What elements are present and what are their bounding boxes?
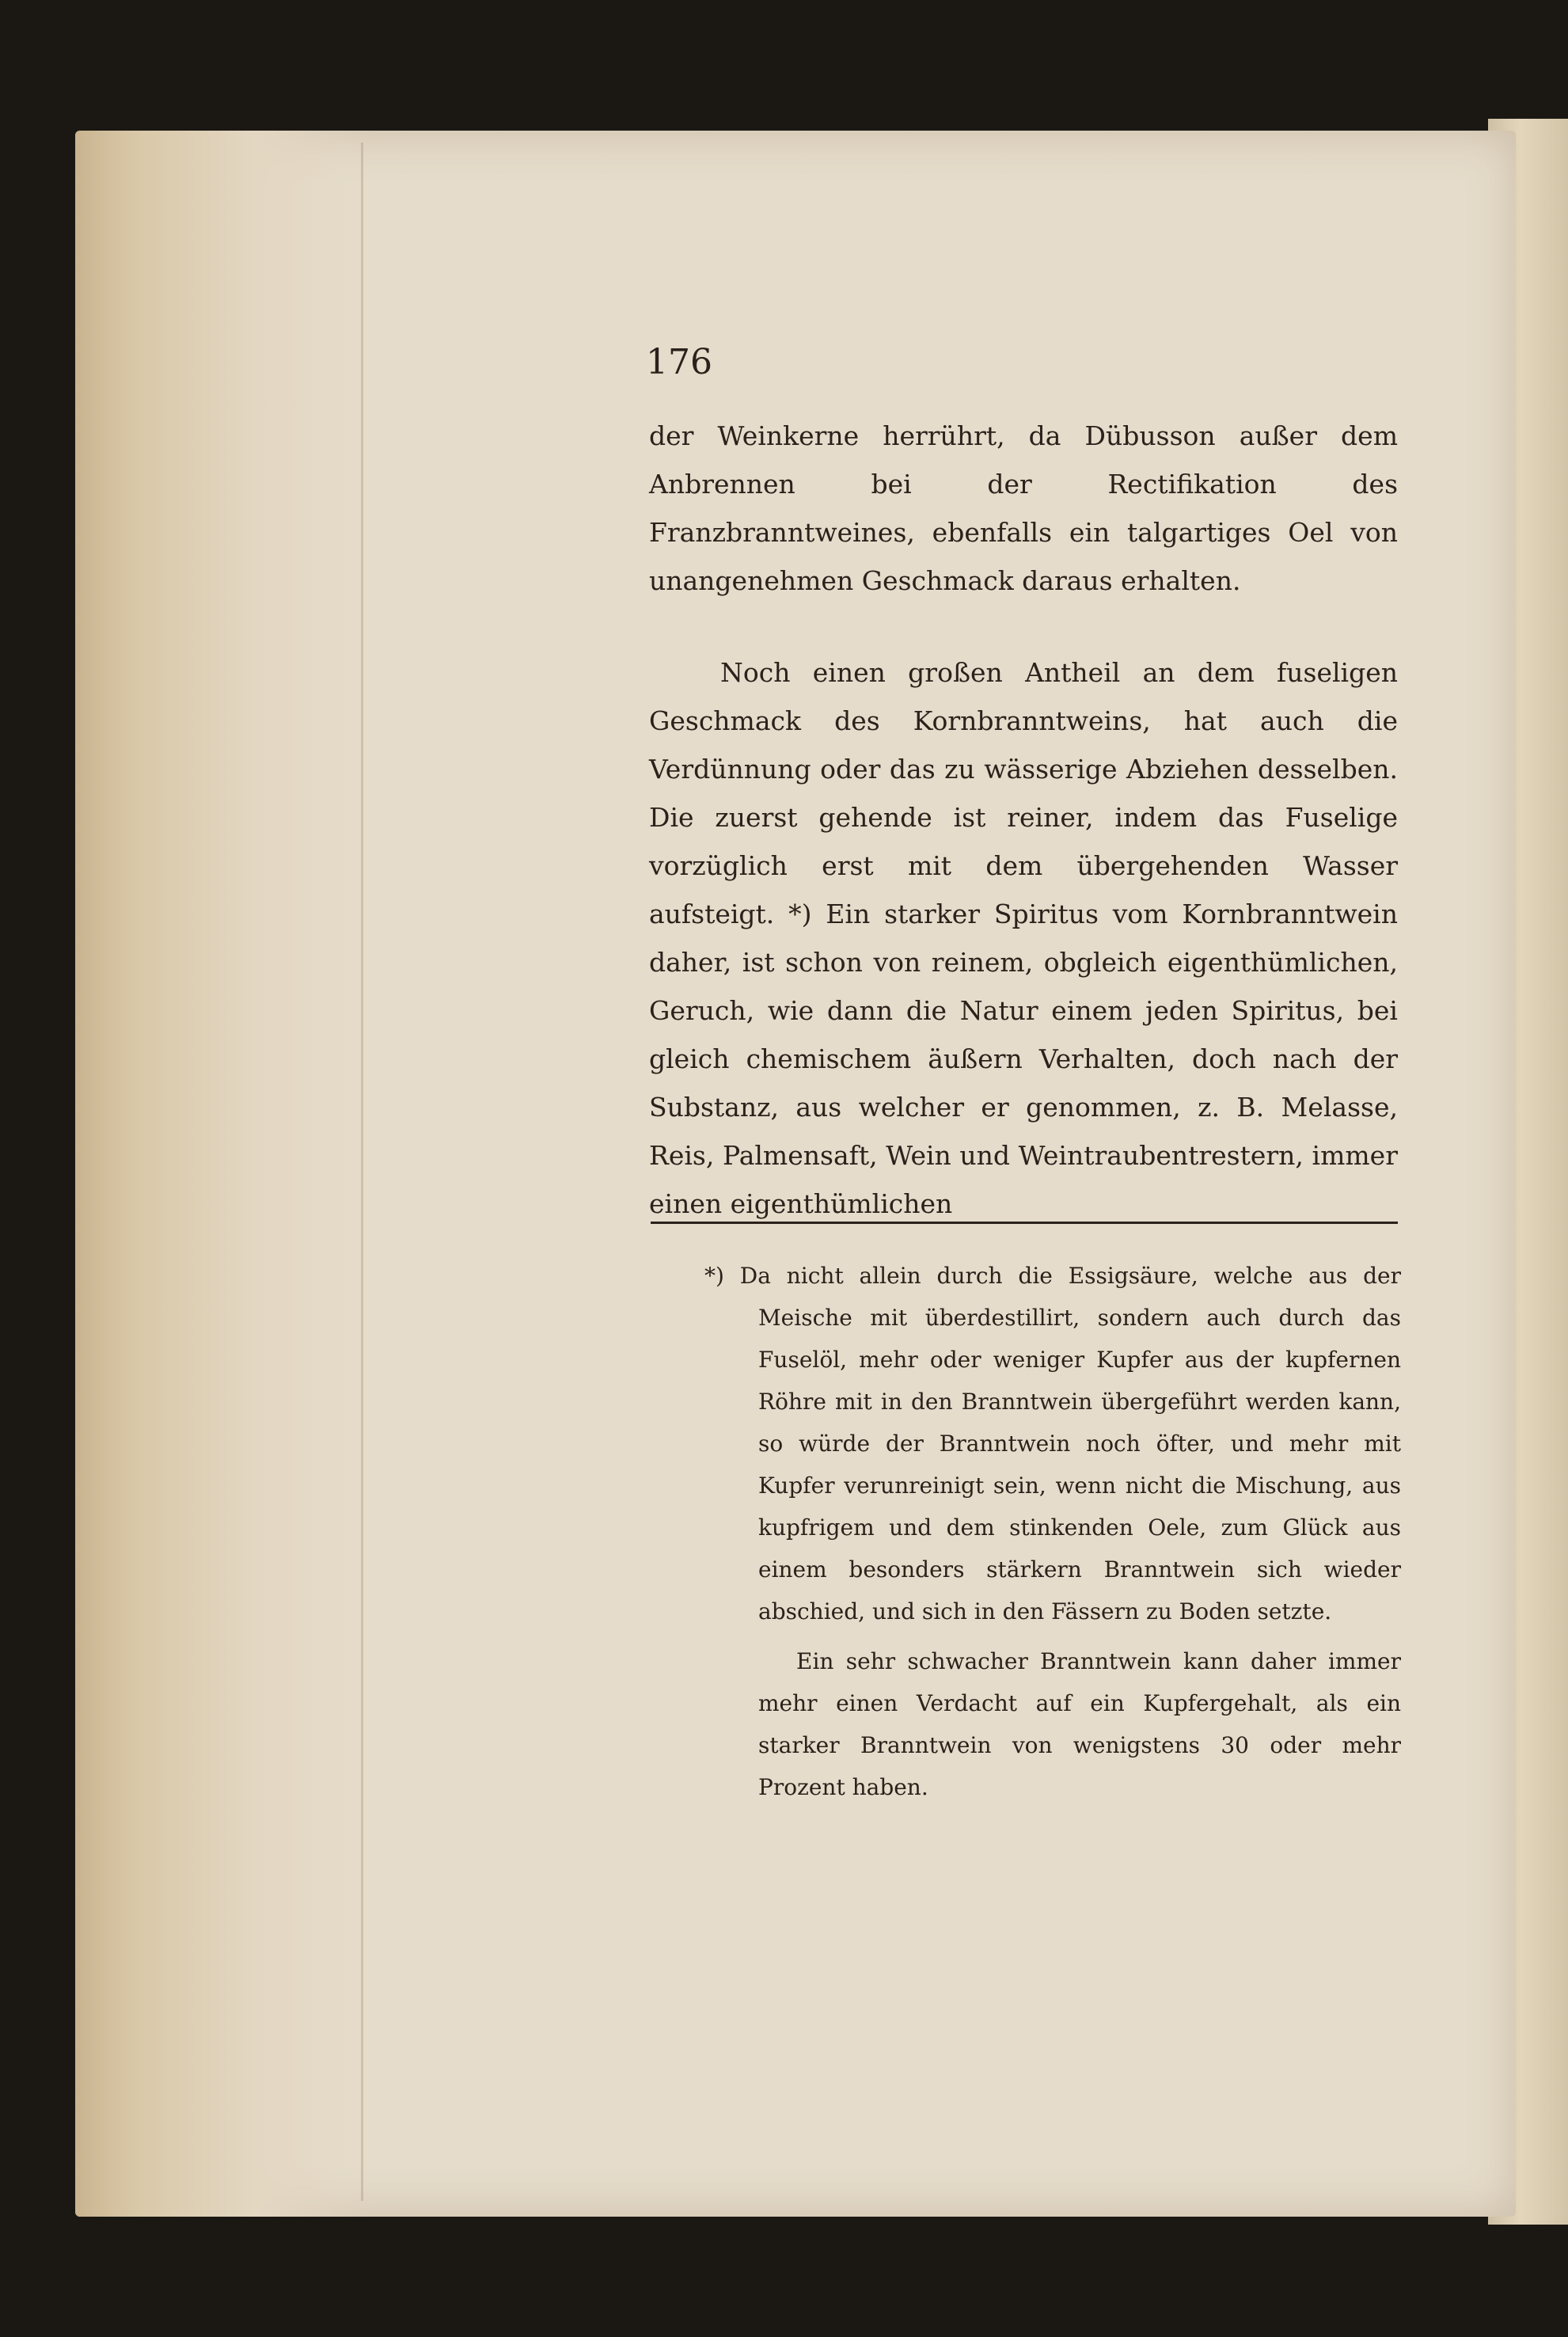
body-text bbox=[649, 412, 1398, 1228]
paragraph-1: der Weinkerne herrührt, da Dübusson außer dem Anbrennen bei der Rectifikation des Franzbranntweines, ebenfalls ein talgartiges Oel von unangenehmen Geschmack daraus erhalten. bbox=[649, 420, 1398, 596]
footnote-block bbox=[697, 1255, 1401, 1808]
paragraph-2: Noch einen großen Antheil an dem fuseligen Geschmack des Kornbranntweins, hat auch die Verdünnung oder das zu wässerige Abziehen desselben. Die zuerst gehende ist reiner, indem das Fuselige vorzüglich erst mit dem übergehenden Wasser aufsteigt. *) Ein starker Spiritus vom Kornbranntwein daher, ist schon von reinem, obgleich eigenthümlichen, Geruch, wie dann die Natur einem jeden Spiritus, bei gleich chemischem äußern Verhalten, doch nach der Substanz, aus welcher er genommen, z. B. Melasse, Reis, Palmensaft, Wein und Weintraubentrestern, immer einen eigenthümlichen bbox=[649, 657, 1398, 1219]
footnote-1: *) Da nicht allein durch die Essigsäure, welche aus der Meische mit überdestillirt, sondern auch durch das Fuselöl, mehr oder weniger Kupfer aus der kupfernen Röhre mit in den Branntwein übergeführt werden kann, so würde der Branntwein noch öfter, und mehr mit Kupfer verunreinigt sein, wenn nicht die Mischung, aus kupfrigem und dem stinkenden Oele, zum Glück aus einem besonders stärkern Branntwein sich wieder abschied, und sich in den Fässern zu Boden setzte. bbox=[704, 1263, 1401, 1624]
page-worn-edge bbox=[75, 131, 376, 2217]
page-number: 176 bbox=[646, 342, 712, 382]
page-fold-line bbox=[361, 142, 363, 2201]
footnote-divider bbox=[651, 1222, 1398, 1224]
footnote-2: Ein sehr schwacher Branntwein kann daher immer mehr einen Verdacht auf ein Kupfergehalt, als ein starker Branntwein von wenigstens 30 oder mehr Prozent haben. bbox=[758, 1648, 1401, 1800]
